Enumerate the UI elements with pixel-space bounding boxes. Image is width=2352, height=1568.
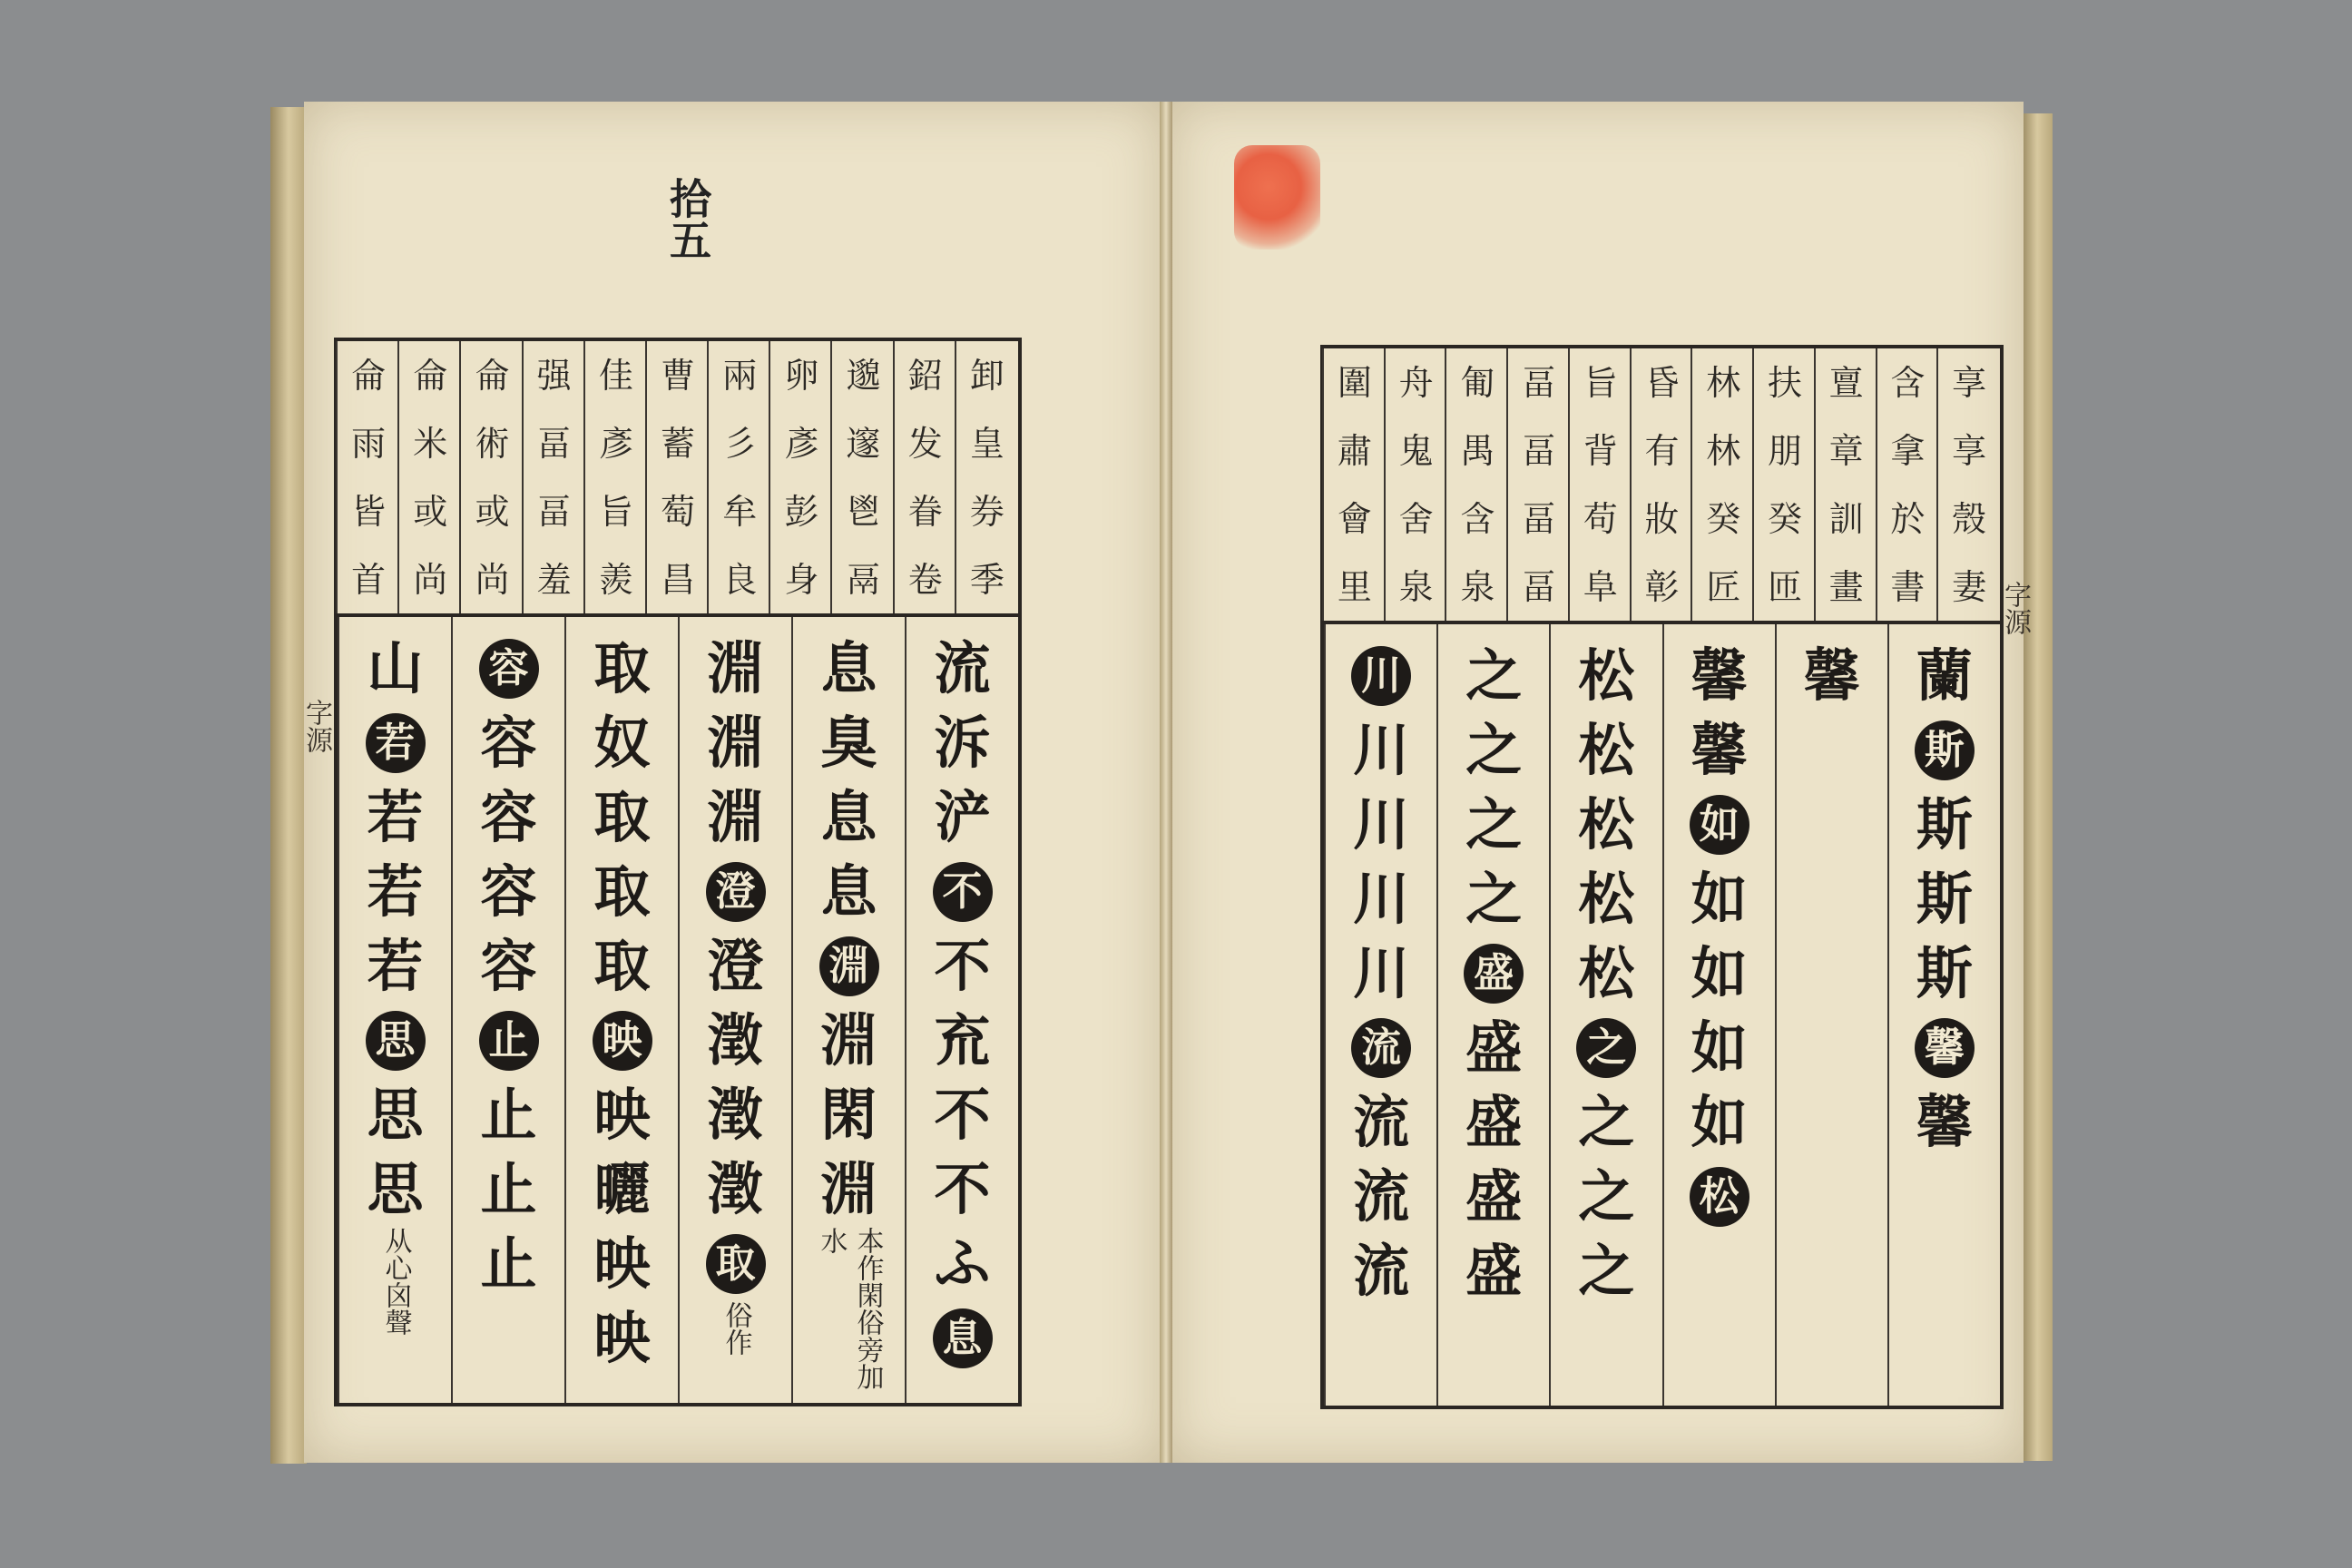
left-table-cell: 術 bbox=[475, 423, 510, 464]
left-table-cell: 皆 bbox=[351, 491, 387, 532]
seal-script-char: 松 bbox=[1578, 791, 1635, 858]
right-table-cell: 於 bbox=[1890, 498, 1926, 539]
right-table-cell: 亶 bbox=[1828, 362, 1864, 403]
left-table-cell: 皇 bbox=[969, 423, 1004, 464]
seal-script-char: 泝 bbox=[934, 710, 991, 776]
right-table-cell: 畐 bbox=[1522, 566, 1557, 607]
right-table-cell: 匝 bbox=[1767, 566, 1802, 607]
headword-circled-char: 若 bbox=[366, 713, 426, 773]
left-table-cell: 或 bbox=[475, 491, 510, 532]
seal-script-char: 止 bbox=[480, 1082, 537, 1148]
seal-script-char: 川 bbox=[1353, 940, 1410, 1006]
left-table-cell: 季 bbox=[969, 559, 1004, 600]
left-table-cell: 鬲 bbox=[846, 559, 881, 600]
right-table-cell: 畫 bbox=[1828, 566, 1864, 607]
right-table-cell: 會 bbox=[1337, 498, 1372, 539]
seal-script-char: 閑 bbox=[820, 1082, 877, 1148]
left-table-cell: 邈 bbox=[846, 355, 881, 396]
right-table-cell: 章 bbox=[1828, 430, 1864, 471]
left-table-cell: 券 bbox=[969, 491, 1004, 532]
seal-script-char: 之 bbox=[1578, 1163, 1635, 1230]
left-table-cell: 雨 bbox=[351, 423, 387, 464]
seal-script-char: 之 bbox=[1465, 717, 1523, 783]
seal-script-char: 松 bbox=[1578, 717, 1635, 783]
seal-script-char: 臭 bbox=[820, 710, 877, 776]
right-table-cell: 享 bbox=[1952, 430, 1987, 471]
left-table-cell: 牟 bbox=[722, 491, 758, 532]
left-table-cell: 曹 bbox=[661, 355, 696, 396]
seal-script-char: 息 bbox=[820, 635, 877, 701]
headword-circled-char: 淵 bbox=[819, 936, 879, 996]
right-table-cell: 昏 bbox=[1644, 362, 1680, 403]
seal-script-char: 取 bbox=[593, 784, 651, 850]
seal-script-char: 之 bbox=[1465, 791, 1523, 858]
seal-script-char: 之 bbox=[1465, 866, 1523, 932]
right-table-cell: 癸 bbox=[1767, 498, 1802, 539]
seal-script-char: 流 bbox=[1353, 1163, 1410, 1230]
left-table-cell: 兩 bbox=[722, 355, 758, 396]
right-table-column bbox=[1445, 348, 1508, 621]
headword-circled-char: 澄 bbox=[706, 862, 766, 922]
left-table-cell: 昌 bbox=[661, 559, 696, 600]
right-table-cell: 彰 bbox=[1644, 566, 1680, 607]
seal-script-char: 息 bbox=[820, 858, 877, 925]
left-text-column bbox=[338, 617, 451, 1403]
seal-script-char: 映 bbox=[593, 1230, 651, 1297]
right-table-cell: 含 bbox=[1460, 498, 1495, 539]
left-table-cell: 羞 bbox=[536, 559, 572, 600]
seal-script-char: 止 bbox=[480, 1230, 537, 1297]
seal-script-char: 若 bbox=[367, 858, 424, 925]
left-table-cell: 首 bbox=[351, 559, 387, 600]
seal-script-char: 澂 bbox=[707, 1156, 764, 1222]
seal-script-char: 馨 bbox=[1690, 717, 1748, 783]
left-table-cell: 尚 bbox=[475, 559, 510, 600]
right-table-cell: 背 bbox=[1583, 430, 1618, 471]
right-character-table bbox=[1324, 348, 2000, 624]
left-table-cell: 侖 bbox=[413, 355, 448, 396]
annotation-note: 俗作 bbox=[720, 1301, 752, 1356]
left-table-cell: 萄 bbox=[661, 491, 696, 532]
seal-script-char: 映 bbox=[593, 1305, 651, 1371]
left-table-column bbox=[336, 341, 399, 613]
left-table-cell: 鉊 bbox=[907, 355, 943, 396]
seal-script-char: 盛 bbox=[1465, 1089, 1523, 1155]
right-table-cell: 訓 bbox=[1828, 498, 1864, 539]
left-table-cell: 彭 bbox=[784, 491, 819, 532]
seal-script-char: 取 bbox=[593, 635, 651, 701]
seal-script-char: 松 bbox=[1578, 940, 1635, 1006]
seal-script-char: 流 bbox=[1353, 1238, 1410, 1304]
left-table-cell: 侖 bbox=[475, 355, 510, 396]
seal-script-char: 之 bbox=[1578, 1089, 1635, 1155]
right-table-cell: 林 bbox=[1706, 430, 1741, 471]
headword-circled-char: 止 bbox=[479, 1011, 539, 1071]
left-table-cell: 身 bbox=[784, 559, 819, 600]
right-table-cell: 畐 bbox=[1522, 362, 1557, 403]
left-table-column bbox=[459, 341, 523, 613]
left-table-cell: 或 bbox=[413, 491, 448, 532]
seal-script-char: 若 bbox=[367, 784, 424, 850]
right-table-cell: 妝 bbox=[1644, 498, 1680, 539]
seal-script-char: 馨 bbox=[1803, 642, 1860, 709]
seal-script-char: 容 bbox=[480, 933, 537, 999]
seal-script-char: 息 bbox=[820, 784, 877, 850]
right-table-cell: 匠 bbox=[1706, 566, 1741, 607]
seal-script-char: 不 bbox=[934, 1156, 991, 1222]
seal-script-char: 容 bbox=[480, 710, 537, 776]
right-text-column bbox=[1887, 624, 2000, 1406]
headword-circled-char: 取 bbox=[706, 1234, 766, 1294]
right-table-cell: 殼 bbox=[1952, 498, 1987, 539]
right-text-column bbox=[1324, 624, 1436, 1406]
seal-script-char: 思 bbox=[367, 1082, 424, 1148]
seal-script-char: 浐 bbox=[934, 784, 991, 850]
left-table-cell: 佳 bbox=[598, 355, 633, 396]
left-table-column bbox=[522, 341, 585, 613]
seal-script-char: 淵 bbox=[707, 635, 764, 701]
seal-script-char: 松 bbox=[1578, 866, 1635, 932]
left-table-cell: 卵 bbox=[784, 355, 819, 396]
right-table-cell: 圍 bbox=[1337, 362, 1372, 403]
left-text-column bbox=[678, 617, 791, 1403]
seal-script-char: 流 bbox=[1353, 1089, 1410, 1155]
right-table-cell: 肅 bbox=[1337, 430, 1372, 471]
seal-script-char: 不 bbox=[934, 1082, 991, 1148]
seal-script-char: ふ bbox=[934, 1230, 991, 1297]
left-table-cell: 尚 bbox=[413, 559, 448, 600]
right-table-column bbox=[1876, 348, 1939, 621]
left-table-cell: 旨 bbox=[598, 491, 633, 532]
right-table-cell: 旨 bbox=[1583, 362, 1618, 403]
right-table-cell: 有 bbox=[1644, 430, 1680, 471]
right-table-column bbox=[1506, 348, 1570, 621]
seal-script-char: 容 bbox=[480, 858, 537, 925]
seal-script-char: 㐬 bbox=[934, 1007, 991, 1073]
right-side-label: 字源 bbox=[1999, 581, 2031, 635]
left-table-column bbox=[830, 341, 894, 613]
left-table-cell: 卸 bbox=[969, 355, 1004, 396]
seal-script-char: 如 bbox=[1690, 940, 1748, 1006]
right-text-column bbox=[1549, 624, 1661, 1406]
headword-circled-char: 映 bbox=[593, 1011, 652, 1071]
seal-script-char: 之 bbox=[1465, 642, 1523, 709]
right-text-column bbox=[1775, 624, 1887, 1406]
right-table-cell: 享 bbox=[1952, 362, 1987, 403]
headword-circled-char: 斯 bbox=[1915, 720, 1975, 780]
right-table-cell: 含 bbox=[1890, 362, 1926, 403]
seal-script-char: 如 bbox=[1690, 1089, 1748, 1155]
annotation-note: 本作閑俗旁加水 bbox=[815, 1227, 884, 1390]
seal-script-char: 盛 bbox=[1465, 1163, 1523, 1230]
seal-script-char: 流 bbox=[934, 635, 991, 701]
seal-script-char: 斯 bbox=[1916, 940, 1973, 1006]
headword-circled-char: 如 bbox=[1690, 795, 1749, 855]
left-table-cell: 羨 bbox=[598, 559, 633, 600]
book-gutter bbox=[1160, 102, 1172, 1463]
headword-circled-char: 川 bbox=[1351, 646, 1411, 706]
seal-script-char: 淵 bbox=[707, 710, 764, 776]
seal-script-char: 川 bbox=[1353, 717, 1410, 783]
right-table-cell: 扶 bbox=[1767, 362, 1802, 403]
left-table-cell: 侖 bbox=[351, 355, 387, 396]
red-seal-stamp bbox=[1234, 145, 1320, 250]
seal-script-char: 盛 bbox=[1465, 1238, 1523, 1304]
right-table-cell: 阜 bbox=[1583, 566, 1618, 607]
right-table-cell: 癸 bbox=[1706, 498, 1741, 539]
left-table-column bbox=[397, 341, 461, 613]
right-table-cell: 禺 bbox=[1460, 430, 1495, 471]
headword-circled-char: 息 bbox=[933, 1308, 993, 1368]
left-table-column bbox=[707, 341, 770, 613]
headword-circled-char: 馨 bbox=[1915, 1018, 1975, 1078]
headword-circled-char: 流 bbox=[1351, 1018, 1411, 1078]
left-table-cell: 彥 bbox=[784, 423, 819, 464]
seal-script-char: 取 bbox=[593, 858, 651, 925]
seal-script-char: 斯 bbox=[1916, 791, 1973, 858]
right-table-cell: 苟 bbox=[1583, 498, 1618, 539]
right-table-cell: 畐 bbox=[1522, 498, 1557, 539]
right-table-cell: 書 bbox=[1890, 566, 1926, 607]
seal-script-char: 山 bbox=[367, 635, 424, 701]
seal-script-char: 如 bbox=[1690, 866, 1748, 932]
seal-script-char: 川 bbox=[1353, 866, 1410, 932]
left-table-cell: 眷 bbox=[907, 491, 943, 532]
right-table-column bbox=[1752, 348, 1816, 621]
left-character-table bbox=[338, 341, 1018, 617]
right-text-column bbox=[1662, 624, 1775, 1406]
right-book-edge bbox=[2022, 113, 2053, 1461]
headword-circled-char: 盛 bbox=[1464, 944, 1524, 1004]
right-table-column bbox=[1384, 348, 1447, 621]
right-table-column bbox=[1322, 348, 1386, 621]
headword-circled-char: 不 bbox=[933, 862, 993, 922]
right-table-cell: 朋 bbox=[1767, 430, 1802, 471]
left-table-cell: 畐 bbox=[536, 423, 572, 464]
right-table-cell: 舍 bbox=[1398, 498, 1434, 539]
seal-script-char: 曬 bbox=[593, 1156, 651, 1222]
headword-circled-char: 思 bbox=[366, 1011, 426, 1071]
left-column-area bbox=[338, 617, 1018, 1403]
seal-script-char: 淵 bbox=[707, 784, 764, 850]
seal-script-char: 蘭 bbox=[1916, 642, 1973, 709]
left-text-frame bbox=[334, 338, 1022, 1406]
right-table-cell: 匍 bbox=[1460, 362, 1495, 403]
seal-script-char: 川 bbox=[1353, 791, 1410, 858]
left-table-cell: 彥 bbox=[598, 423, 633, 464]
seal-script-char: 淵 bbox=[820, 1156, 877, 1222]
seal-script-char: 澄 bbox=[707, 933, 764, 999]
right-table-cell: 拿 bbox=[1890, 430, 1926, 471]
headword-circled-char: 容 bbox=[479, 639, 539, 699]
left-table-cell: 强 bbox=[536, 355, 572, 396]
right-table-cell: 舟 bbox=[1398, 362, 1434, 403]
left-table-column bbox=[955, 341, 1018, 613]
seal-script-char: 若 bbox=[367, 933, 424, 999]
left-side-label: 字源 bbox=[300, 699, 332, 753]
left-text-column bbox=[791, 617, 905, 1403]
left-table-cell: 畐 bbox=[536, 491, 572, 532]
left-table-cell: 邃 bbox=[846, 423, 881, 464]
seal-script-char: 止 bbox=[480, 1156, 537, 1222]
left-text-column bbox=[905, 617, 1018, 1403]
right-table-column bbox=[1630, 348, 1693, 621]
seal-script-char: 松 bbox=[1578, 642, 1635, 709]
right-table-column bbox=[1690, 348, 1754, 621]
left-table-cell: 卷 bbox=[907, 559, 943, 600]
left-table-column bbox=[893, 341, 956, 613]
left-text-column bbox=[564, 617, 678, 1403]
right-table-cell: 林 bbox=[1706, 362, 1741, 403]
seal-script-char: 澂 bbox=[707, 1082, 764, 1148]
seal-script-char: 盛 bbox=[1465, 1014, 1523, 1081]
seal-script-char: 不 bbox=[934, 933, 991, 999]
seal-script-char: 奴 bbox=[593, 710, 651, 776]
left-table-cell: 发 bbox=[907, 423, 943, 464]
right-table-column bbox=[1814, 348, 1877, 621]
right-table-cell: 鬼 bbox=[1398, 430, 1434, 471]
left-table-cell: 蓄 bbox=[661, 423, 696, 464]
left-table-column bbox=[645, 341, 709, 613]
right-table-column bbox=[1936, 348, 2000, 621]
headword-circled-char: 之 bbox=[1576, 1018, 1636, 1078]
left-text-column bbox=[451, 617, 564, 1403]
left-table-column bbox=[583, 341, 647, 613]
right-table-column bbox=[1568, 348, 1632, 621]
seal-script-char: 斯 bbox=[1916, 866, 1973, 932]
seal-script-char: 取 bbox=[593, 933, 651, 999]
right-table-cell: 泉 bbox=[1398, 566, 1434, 607]
annotation-note: 从心囟聲 bbox=[379, 1227, 412, 1336]
seal-script-char: 映 bbox=[593, 1082, 651, 1148]
left-table-cell: 米 bbox=[413, 423, 448, 464]
seal-script-char: 容 bbox=[480, 784, 537, 850]
right-table-cell: 泉 bbox=[1460, 566, 1495, 607]
seal-script-char: 澂 bbox=[707, 1007, 764, 1073]
seal-script-char: 淵 bbox=[820, 1007, 877, 1073]
seal-script-char: 如 bbox=[1690, 1014, 1748, 1081]
left-table-column bbox=[769, 341, 832, 613]
right-table-cell: 妻 bbox=[1952, 566, 1987, 607]
left-table-cell: 彡 bbox=[722, 423, 758, 464]
seal-script-char: 馨 bbox=[1690, 642, 1748, 709]
right-table-cell: 畐 bbox=[1522, 430, 1557, 471]
left-book-edge bbox=[270, 107, 307, 1464]
left-table-cell: 鬯 bbox=[846, 491, 881, 532]
seal-script-char: 馨 bbox=[1916, 1089, 1973, 1155]
headword-circled-char: 松 bbox=[1690, 1167, 1749, 1227]
seal-script-char: 之 bbox=[1578, 1238, 1635, 1304]
page-number: 拾五 bbox=[663, 177, 712, 260]
left-table-cell: 良 bbox=[722, 559, 758, 600]
right-text-frame bbox=[1320, 345, 2004, 1409]
right-table-cell: 里 bbox=[1337, 566, 1372, 607]
seal-script-char: 思 bbox=[367, 1156, 424, 1222]
right-text-column bbox=[1436, 624, 1549, 1406]
right-column-area bbox=[1324, 624, 2000, 1406]
